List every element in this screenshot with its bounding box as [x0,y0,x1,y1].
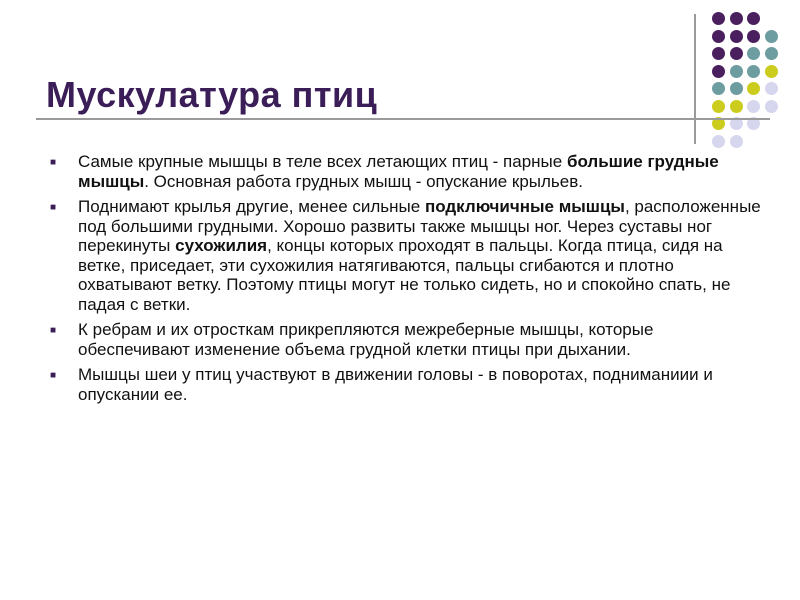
bullet-item [44,152,764,191]
slide-title: Мускулатура птиц [46,74,378,115]
decorative-dot [712,12,725,25]
decorative-dot [765,82,778,95]
decorative-dot [747,65,760,78]
text-segment: Мышцы шеи у птиц участвуют в движении головы - в поворотах, подниманиии и опускании ее. [78,365,713,404]
decorative-dot [712,82,725,95]
bullet-text [78,320,653,359]
small-square-bullet-icon: ■ [50,202,57,213]
decorative-dot [712,65,725,78]
decorative-dot [730,30,743,43]
bullet-item [44,197,764,314]
horizontal-divider [36,118,770,120]
decorative-dot [747,30,760,43]
text-segment: К ребрам и их отросткам прикрепляются межреберные мышцы, которые обеспечивают изменение объема грудной клетки птицы при дыхании. [78,320,654,359]
small-square-bullet-icon: ■ [50,157,57,168]
decorative-dot [765,100,778,113]
text-segment: Поднимают крылья другие, менее сильные [78,197,425,216]
slide-body [44,152,764,410]
decorative-dot [765,65,778,78]
decorative-dot [730,135,743,148]
decorative-dot [747,82,760,95]
decorative-dot [730,82,743,95]
decorative-dot [730,12,743,25]
decorative-dot [747,12,760,25]
text-segment-bold: подключичные мышцы [424,197,625,216]
decorative-dot [712,30,725,43]
text-segment-bold: сухожилия [175,236,268,255]
text-segment: . Основная работа грудных мышц - опускание крыльев. [144,171,583,191]
bullet-item [44,320,764,359]
decorative-dot [730,47,743,60]
bullet-text [78,197,761,314]
decorative-dot [730,65,743,78]
decorative-dot [730,100,743,113]
decorative-dot [712,47,725,60]
decorative-dot [747,47,760,60]
text-segment: , расположенные под большими грудными. Хорошо развиты также мышцы ног. Через суставы ног перекинуты [78,197,761,255]
text-segment-bold: большие грудные мышцы [78,152,719,191]
decorative-dot [747,100,760,113]
decorative-dot [765,30,778,43]
text-segment: , концы которых проходят в пальцы. Когда птица, сидя на ветке, приседает, эти сухожилия натягиваются, пальцы сгибаются и плотно охватывают ветку. Поэтому птицы могут не только сидеть, но и спокойно спать, не падая с ветки. [78,236,731,314]
small-square-bullet-icon: ■ [50,370,57,381]
decorative-dot [712,100,725,113]
decorative-dot [765,47,778,60]
bullet-text [78,365,713,404]
small-square-bullet-icon: ■ [50,325,57,336]
vertical-divider [694,14,696,144]
bullet-text [78,152,719,191]
decorative-dot [712,135,725,148]
bullet-item [44,365,764,404]
text-segment: Самые крупные мышцы в теле всех летающих птиц - парные [78,152,567,171]
